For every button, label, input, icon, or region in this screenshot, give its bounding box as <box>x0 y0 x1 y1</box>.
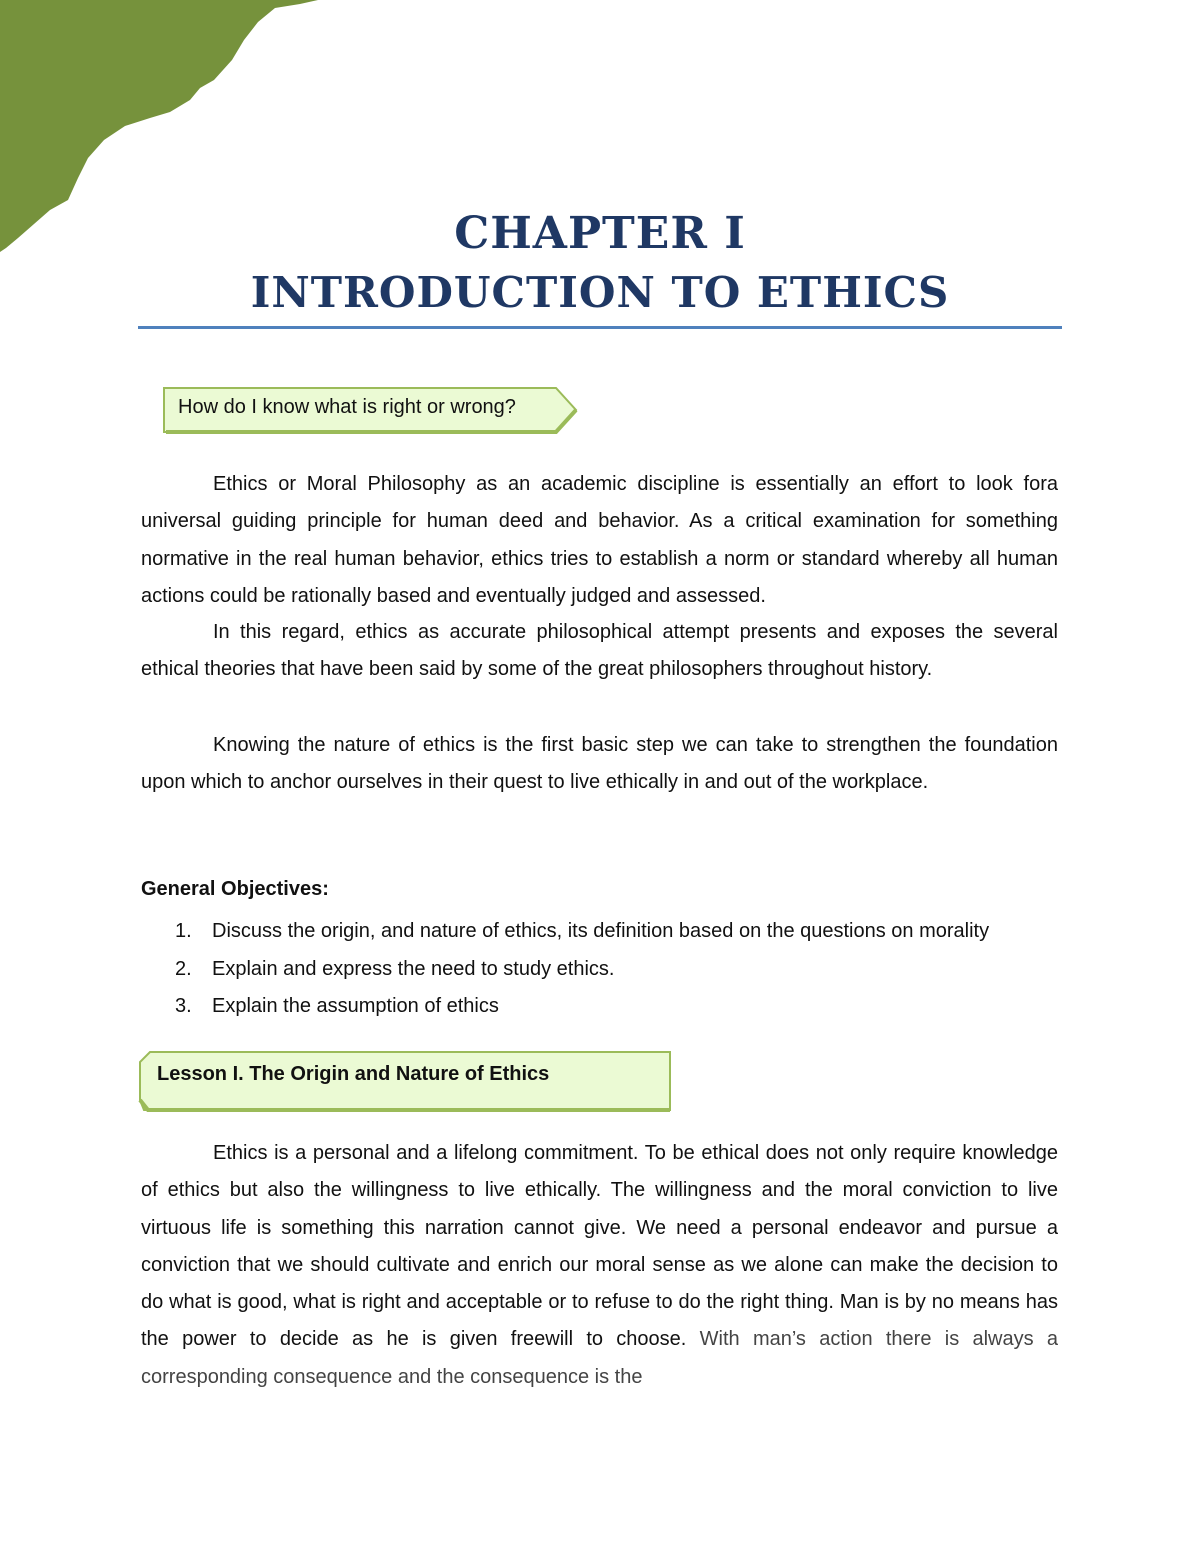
objectives-heading: General Objectives: <box>141 878 329 900</box>
chapter-number: CHAPTER I <box>454 208 746 259</box>
intro-paragraph-2: In this regard, ethics as accurate philosophical attempt presents and exposes the several ethical theories that have been said by some of the great philosophers throughout history. <box>141 621 1058 681</box>
objective-number: 1. <box>175 920 192 942</box>
title-divider <box>138 326 1062 329</box>
objective-item <box>141 988 1071 1026</box>
chapter-title: INTRODUCTION TO ETHICS <box>250 268 950 317</box>
intro-paragraph-3: Knowing the nature of ethics is the first basic step we can take to strengthen the foundation upon which to anchor ourselves in their quest to live ethically in and out of the workplace. <box>141 734 1058 794</box>
objectives-list <box>141 913 1071 1026</box>
objective-text: Explain and express the need to study ethics. <box>212 957 615 980</box>
question-callout <box>160 385 580 437</box>
objective-number: 2. <box>175 957 192 980</box>
lesson-paragraph-continuation: With man’s action there is always a corresponding consequence and the consequence is the <box>141 1328 1059 1388</box>
objective-number: 3. <box>175 995 192 1017</box>
question-text: How do I know what is right or wrong? <box>178 396 516 418</box>
lesson-paragraph <box>141 1135 1058 1396</box>
objective-text: Explain the assumption of ethics <box>212 995 499 1017</box>
lesson-title: Lesson I. The Origin and Nature of Ethics <box>157 1063 550 1085</box>
objective-text: Discuss the origin, and nature of ethics, its definition based on the questions on morality <box>212 920 990 942</box>
objective-item <box>141 913 1071 951</box>
intro-paragraph-1: Ethics or Moral Philosophy as an academic discipline is essentially an effort to look fora universal guiding principle for human deed and behavior. As a critical examination for something normative in the real human behavior, ethics tries to establish a norm or standard whereby all human actions could be rationally based and eventually judged and assessed. <box>141 473 1058 607</box>
objective-item <box>141 951 1071 989</box>
lesson-callout <box>138 1050 674 1116</box>
lesson-paragraph-text: Ethics is a personal and a lifelong commitment. To be ethical does not only require knowledge of ethics but also the willingness to live ethically. The willingness and the moral conviction to live virtuous life is something this narration cannot give. We need a personal endeavor and pursue a conviction that we should cultivate and enrich our moral sense as we alone can make the decision to do what is good, what is right and acceptable or to refuse to do the right thing. Man is by no means has the power to decide as he is given freewill to choose. <box>141 1142 1058 1351</box>
